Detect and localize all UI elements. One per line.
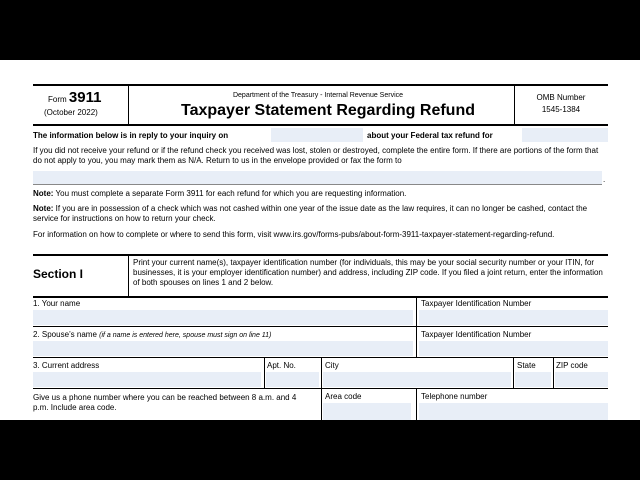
section-title: Section I [33,267,84,281]
state-input[interactable] [515,372,551,387]
zip-label: ZIP code [556,361,588,370]
top-rule [33,84,608,86]
instructions-paragraph: If you did not receive your refund or if the refund check you received was lost, stolen or destroyed, complete the entire form. If there are portions of the form that do not apply to you, you may mark them as N/A. Return to us in the envelope provided or fax the form to [33,146,599,165]
inquiry-date-input[interactable] [271,128,363,142]
phone-prompt: Give us a phone number where you can be reached between 8 a.m. and 4 p.m. Include area code. [33,393,297,412]
section-instructions: Print your current name(s), taxpayer identification number (for individuals, this may be your social security number or your ITIN, for businesses, it is your employer identification number) and address, including ZIP code. If you filed a joint return, enter the information of both spouses on lines 1 and 2 below. [133,258,603,287]
area-code-input[interactable] [323,403,411,420]
your-name-label: 1. Your name [33,299,81,308]
tin-2-input[interactable] [419,341,608,356]
form-page [0,60,640,420]
spouse-name-input[interactable] [33,341,413,356]
form-label: Form 3911 [48,89,102,106]
spouse-name-label: 2. Spouse’s name (if a name is entered here, spouse must sign on line 11) [33,330,272,339]
telephone-input[interactable] [419,403,608,420]
form-title: Taxpayer Statement Regarding Refund [181,102,475,119]
tax-year-input[interactable] [522,128,608,142]
apt-no-input[interactable] [266,372,319,387]
zip-input[interactable] [555,372,608,387]
note-2: Note: If you are in possession of a check which was not cashed within one year of the issue date as the law requires, it can no longer be cashed, contact the service for instructions on how to return your check. [33,204,588,223]
current-address-input[interactable] [33,372,261,387]
note-1: Note: You must complete a separate Form 3911 for each refund for which you are requesting information. [33,189,407,198]
form-number: 3911 [68,89,102,106]
tin-1-label: Taxpayer Identification Number [421,299,532,308]
omb-number: 1545-1384 [541,105,581,114]
telephone-label: Telephone number [421,392,488,401]
reply-mid: about your Federal tax refund for [367,131,493,140]
omb-label: OMB Number [536,93,586,102]
fax-number-input[interactable] [33,171,602,185]
state-label: State [517,361,536,370]
tin-1-input[interactable] [419,310,608,325]
current-address-label: 3. Current address [33,361,100,370]
area-code-label: Area code [325,392,362,401]
fax-period: . [603,175,606,184]
revision-date: (October 2022) [44,108,98,117]
city-label: City [325,361,339,370]
info-link-text: For information on how to complete or where to send this form, visit www.irs.gov/forms-pubs/about-form-3911-taxpayer-statement-regarding-refund. [33,230,555,239]
city-input[interactable] [323,372,511,387]
your-name-input[interactable] [33,310,413,325]
reply-prefix: The information below is in reply to your inquiry on [33,131,229,140]
apt-no-label: Apt. No. [267,361,296,370]
agency-name: Department of the Treasury - Internal Revenue Service [232,92,404,99]
tin-2-label: Taxpayer Identification Number [421,330,532,339]
